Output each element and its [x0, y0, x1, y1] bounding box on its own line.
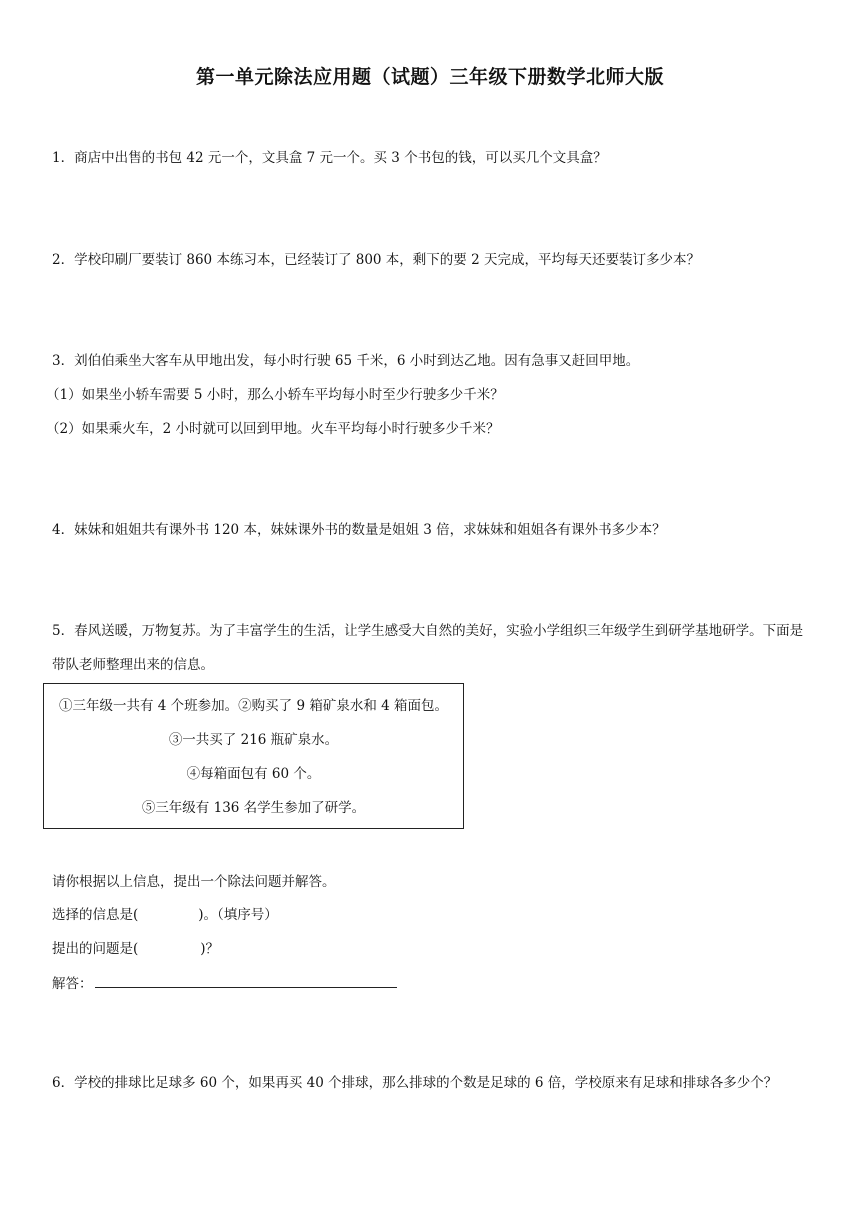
chosen-info-prefix: 选择的信息是( — [52, 907, 139, 923]
question-2: 2．学校印刷厂要装订 860 本练习本，已经装订了 800 本，剩下的要 2 天完成，平均每天还要装订多少本？ — [52, 252, 700, 268]
info-item-4: ④每箱面包有 60 个。 — [186, 766, 321, 782]
question-asked-line — [52, 939, 219, 959]
info-item-1-2: ①三年级一共有 4 个班参加。②购买了 9 箱矿泉水和 4 箱面包。 — [58, 698, 448, 714]
page-title: 第一单元除法应用题（试题）三年级下册数学北师大版 — [195, 66, 664, 88]
answer-line — [52, 973, 397, 994]
answer-label: 解答： — [52, 976, 93, 992]
info-item-3: ③一共买了 216 瓶矿泉水。 — [168, 732, 339, 748]
chosen-info-suffix: )。（填序号） — [198, 907, 278, 923]
question-3-part-1: （1）如果坐小轿车需要 5 小时，那么小轿车平均每小时至少行驶多少千米？ — [46, 387, 504, 403]
question-asked-prefix: 提出的问题是( — [52, 941, 139, 957]
question-asked-suffix: )？ — [200, 941, 220, 957]
info-box — [43, 683, 464, 829]
answer-blank[interactable] — [95, 973, 397, 988]
chosen-info-line — [52, 905, 278, 925]
question-3-stem: 3．刘伯伯乘坐大客车从甲地出发，每小时行驶 65 千米，6 小时到达乙地。因有急事又赶回甲地。 — [52, 353, 640, 369]
question-6: 6．学校的排球比足球多 60 个，如果再买 40 个排球，那么排球的个数是足球的 6 倍，学校原来有足球和排球各多少个？ — [52, 1075, 778, 1091]
question-5-stem: 5．春风送暖，万物复苏。为了丰富学生的生活，让学生感受大自然的美好，实验小学组织三年级学生到研学基地研学。下面是带队老师整理出来的信息。 — [52, 623, 804, 673]
question-1: 1．商店中出售的书包 42 元一个，文具盒 7 元一个。买 3 个书包的钱，可以买几个文具盒？ — [52, 150, 607, 166]
question-5-prompt: 请你根据以上信息，提出一个除法问题并解答。 — [52, 874, 336, 890]
question-3-part-2: （2）如果乘火车，2 小时就可以回到甲地。火车平均每小时行驶多少千米？ — [46, 421, 500, 437]
info-item-5: ⑤三年级有 136 名学生参加了研学。 — [141, 800, 366, 816]
question-4: 4．妹妹和姐姐共有课外书 120 本，妹妹课外书的数量是姐姐 3 倍，求妹妹和姐姐各有课外书多少本？ — [52, 522, 666, 538]
